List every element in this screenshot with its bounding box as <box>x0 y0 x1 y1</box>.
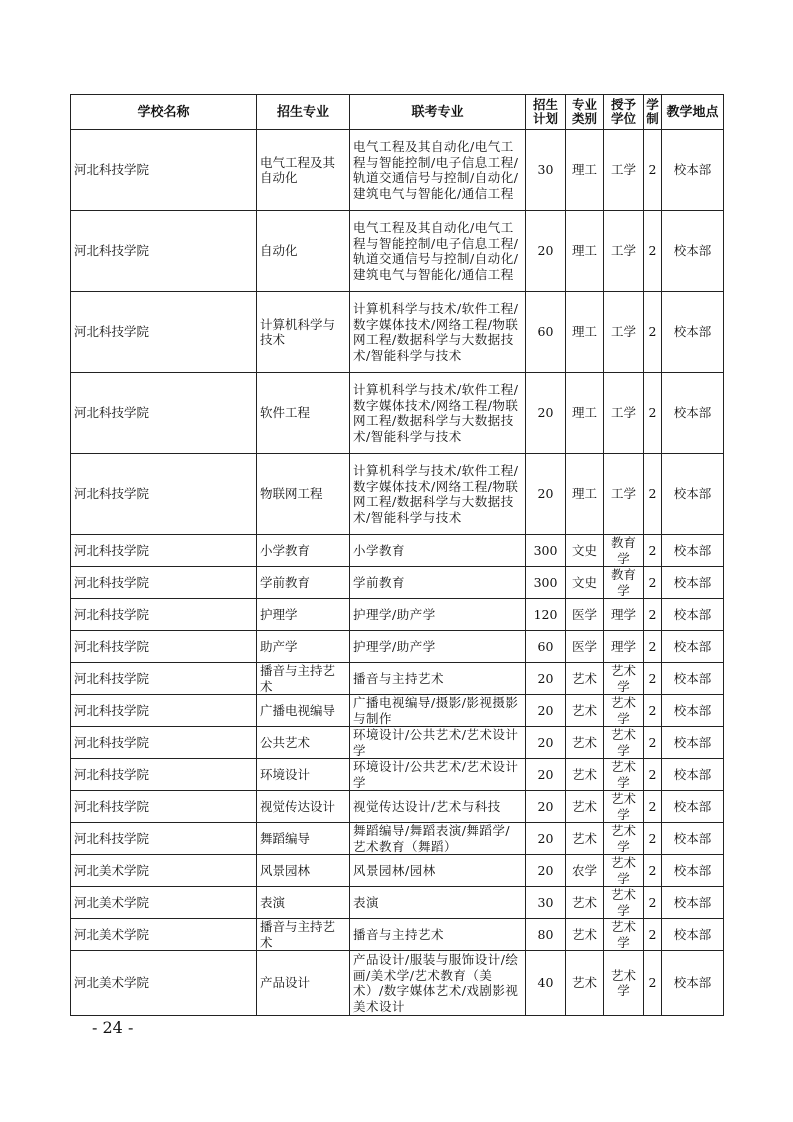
cell-school: 河北科技学院 <box>71 535 257 567</box>
cell-category: 艺术 <box>566 791 604 823</box>
cell-joint-major: 计算机科学与技术/软件工程/数字媒体技术/网络工程/物联网工程/数据科学与大数据技术/智能科学与技术 <box>350 292 526 373</box>
cell-joint-major: 广播电视编导/摄影/影视摄影与制作 <box>350 695 526 727</box>
cell-school: 河北科技学院 <box>71 130 257 211</box>
cell-major: 软件工程 <box>257 373 350 454</box>
cell-years: 2 <box>644 663 662 695</box>
cell-plan: 300 <box>526 535 566 567</box>
cell-school: 河北科技学院 <box>71 292 257 373</box>
cell-major: 自动化 <box>257 211 350 292</box>
table-row <box>71 663 724 695</box>
cell-plan: 120 <box>526 599 566 631</box>
table-row <box>71 887 724 919</box>
cell-school: 河北科技学院 <box>71 759 257 791</box>
cell-plan: 20 <box>526 823 566 855</box>
cell-degree: 艺术学 <box>604 919 644 951</box>
table-row <box>71 599 724 631</box>
cell-degree: 艺术学 <box>604 887 644 919</box>
cell-years: 2 <box>644 951 662 1016</box>
cell-school: 河北科技学院 <box>71 823 257 855</box>
cell-joint-major: 小学教育 <box>350 535 526 567</box>
cell-major: 计算机科学与技术 <box>257 292 350 373</box>
cell-location: 校本部 <box>662 759 724 791</box>
cell-years: 2 <box>644 599 662 631</box>
cell-school: 河北科技学院 <box>71 695 257 727</box>
cell-degree: 理学 <box>604 599 644 631</box>
header-years: 学制 <box>644 95 662 130</box>
cell-location: 校本部 <box>662 599 724 631</box>
cell-years: 2 <box>644 919 662 951</box>
cell-category: 理工 <box>566 373 604 454</box>
cell-plan: 20 <box>526 211 566 292</box>
table-row <box>71 951 724 1016</box>
cell-joint-major: 电气工程及其自动化/电气工程与智能控制/电子信息工程/轨道交通信号与控制/自动化/建筑电气与智能化/通信工程 <box>350 211 526 292</box>
cell-category: 艺术 <box>566 887 604 919</box>
header-school: 学校名称 <box>71 95 257 130</box>
header-plan: 招生计划 <box>526 95 566 130</box>
table-row <box>71 211 724 292</box>
cell-plan: 60 <box>526 292 566 373</box>
cell-joint-major: 产品设计/服装与服饰设计/绘画/美术学/艺术教育（美术）/数字媒体艺术/戏剧影视美术设计 <box>350 951 526 1016</box>
cell-location: 校本部 <box>662 823 724 855</box>
cell-plan: 20 <box>526 855 566 887</box>
cell-major: 风景园林 <box>257 855 350 887</box>
cell-school: 河北美术学院 <box>71 919 257 951</box>
cell-degree: 艺术学 <box>604 855 644 887</box>
cell-degree: 工学 <box>604 211 644 292</box>
cell-joint-major: 护理学/助产学 <box>350 599 526 631</box>
header-row <box>71 95 724 130</box>
table-row <box>71 631 724 663</box>
cell-degree: 工学 <box>604 454 644 535</box>
cell-location: 校本部 <box>662 919 724 951</box>
cell-degree: 工学 <box>604 130 644 211</box>
header-major: 招生专业 <box>257 95 350 130</box>
cell-plan: 20 <box>526 727 566 759</box>
cell-school: 河北科技学院 <box>71 663 257 695</box>
cell-degree: 工学 <box>604 373 644 454</box>
cell-years: 2 <box>644 759 662 791</box>
cell-major: 物联网工程 <box>257 454 350 535</box>
table-row <box>71 373 724 454</box>
cell-joint-major: 学前教育 <box>350 567 526 599</box>
cell-school: 河北科技学院 <box>71 727 257 759</box>
cell-location: 校本部 <box>662 727 724 759</box>
cell-location: 校本部 <box>662 663 724 695</box>
cell-plan: 60 <box>526 631 566 663</box>
cell-years: 2 <box>644 727 662 759</box>
cell-major: 播音与主持艺术 <box>257 663 350 695</box>
cell-category: 医学 <box>566 599 604 631</box>
table-body <box>71 130 724 1016</box>
cell-location: 校本部 <box>662 951 724 1016</box>
cell-joint-major: 视觉传达设计/艺术与科技 <box>350 791 526 823</box>
cell-years: 2 <box>644 292 662 373</box>
cell-degree: 理学 <box>604 631 644 663</box>
table-row <box>71 919 724 951</box>
enrollment-table <box>70 94 724 1016</box>
table-row <box>71 823 724 855</box>
cell-major: 学前教育 <box>257 567 350 599</box>
cell-school: 河北科技学院 <box>71 211 257 292</box>
cell-category: 艺术 <box>566 951 604 1016</box>
cell-joint-major: 护理学/助产学 <box>350 631 526 663</box>
cell-location: 校本部 <box>662 695 724 727</box>
cell-category: 艺术 <box>566 727 604 759</box>
cell-major: 表演 <box>257 887 350 919</box>
cell-school: 河北美术学院 <box>71 951 257 1016</box>
cell-joint-major: 播音与主持艺术 <box>350 919 526 951</box>
table-row <box>71 695 724 727</box>
cell-plan: 300 <box>526 567 566 599</box>
page-number: - 24 - <box>92 1018 134 1037</box>
cell-joint-major: 计算机科学与技术/软件工程/数字媒体技术/网络工程/物联网工程/数据科学与大数据技术/智能科学与技术 <box>350 373 526 454</box>
cell-location: 校本部 <box>662 855 724 887</box>
cell-plan: 20 <box>526 373 566 454</box>
cell-joint-major: 电气工程及其自动化/电气工程与智能控制/电子信息工程/轨道交通信号与控制/自动化/建筑电气与智能化/通信工程 <box>350 130 526 211</box>
header-category: 专业类别 <box>566 95 604 130</box>
table-row <box>71 535 724 567</box>
cell-joint-major: 舞蹈编导/舞蹈表演/舞蹈学/艺术教育（舞蹈） <box>350 823 526 855</box>
cell-degree: 艺术学 <box>604 791 644 823</box>
table-row <box>71 567 724 599</box>
cell-location: 校本部 <box>662 535 724 567</box>
cell-years: 2 <box>644 855 662 887</box>
cell-major: 广播电视编导 <box>257 695 350 727</box>
cell-major: 电气工程及其自动化 <box>257 130 350 211</box>
cell-major: 视觉传达设计 <box>257 791 350 823</box>
cell-plan: 80 <box>526 919 566 951</box>
cell-category: 文史 <box>566 567 604 599</box>
cell-plan: 20 <box>526 695 566 727</box>
table-row <box>71 791 724 823</box>
cell-plan: 30 <box>526 887 566 919</box>
cell-school: 河北科技学院 <box>71 791 257 823</box>
cell-joint-major: 播音与主持艺术 <box>350 663 526 695</box>
cell-degree: 艺术学 <box>604 695 644 727</box>
cell-years: 2 <box>644 631 662 663</box>
cell-major: 小学教育 <box>257 535 350 567</box>
cell-degree: 教育学 <box>604 567 644 599</box>
cell-school: 河北科技学院 <box>71 373 257 454</box>
cell-category: 艺术 <box>566 695 604 727</box>
cell-degree: 艺术学 <box>604 727 644 759</box>
cell-degree: 教育学 <box>604 535 644 567</box>
cell-major: 公共艺术 <box>257 727 350 759</box>
cell-years: 2 <box>644 887 662 919</box>
cell-school: 河北科技学院 <box>71 567 257 599</box>
cell-category: 医学 <box>566 631 604 663</box>
cell-degree: 工学 <box>604 292 644 373</box>
cell-years: 2 <box>644 695 662 727</box>
table-row <box>71 855 724 887</box>
cell-major: 环境设计 <box>257 759 350 791</box>
cell-category: 农学 <box>566 855 604 887</box>
cell-joint-major: 环境设计/公共艺术/艺术设计学 <box>350 759 526 791</box>
cell-major: 助产学 <box>257 631 350 663</box>
header-joint-major: 联考专业 <box>350 95 526 130</box>
cell-plan: 20 <box>526 759 566 791</box>
cell-school: 河北科技学院 <box>71 454 257 535</box>
cell-location: 校本部 <box>662 791 724 823</box>
table-row <box>71 454 724 535</box>
cell-category: 艺术 <box>566 759 604 791</box>
cell-years: 2 <box>644 373 662 454</box>
cell-joint-major: 表演 <box>350 887 526 919</box>
table-row <box>71 727 724 759</box>
cell-category: 理工 <box>566 130 604 211</box>
cell-plan: 40 <box>526 951 566 1016</box>
cell-years: 2 <box>644 823 662 855</box>
cell-plan: 20 <box>526 454 566 535</box>
cell-location: 校本部 <box>662 130 724 211</box>
cell-degree: 艺术学 <box>604 759 644 791</box>
cell-location: 校本部 <box>662 887 724 919</box>
cell-years: 2 <box>644 567 662 599</box>
cell-school: 河北美术学院 <box>71 855 257 887</box>
cell-category: 艺术 <box>566 663 604 695</box>
cell-degree: 艺术学 <box>604 951 644 1016</box>
cell-years: 2 <box>644 211 662 292</box>
cell-category: 理工 <box>566 292 604 373</box>
cell-years: 2 <box>644 454 662 535</box>
cell-plan: 30 <box>526 130 566 211</box>
cell-category: 艺术 <box>566 823 604 855</box>
cell-degree: 艺术学 <box>604 663 644 695</box>
cell-major: 产品设计 <box>257 951 350 1016</box>
cell-school: 河北科技学院 <box>71 631 257 663</box>
cell-major: 护理学 <box>257 599 350 631</box>
cell-plan: 20 <box>526 791 566 823</box>
cell-school: 河北科技学院 <box>71 599 257 631</box>
table-row <box>71 759 724 791</box>
cell-school: 河北美术学院 <box>71 887 257 919</box>
cell-plan: 20 <box>526 663 566 695</box>
cell-major: 舞蹈编导 <box>257 823 350 855</box>
cell-major: 播音与主持艺术 <box>257 919 350 951</box>
cell-location: 校本部 <box>662 567 724 599</box>
cell-category: 理工 <box>566 454 604 535</box>
cell-location: 校本部 <box>662 631 724 663</box>
cell-location: 校本部 <box>662 211 724 292</box>
cell-category: 艺术 <box>566 919 604 951</box>
cell-degree: 艺术学 <box>604 823 644 855</box>
cell-location: 校本部 <box>662 454 724 535</box>
cell-years: 2 <box>644 130 662 211</box>
cell-joint-major: 风景园林/园林 <box>350 855 526 887</box>
cell-category: 理工 <box>566 211 604 292</box>
cell-years: 2 <box>644 791 662 823</box>
table-row <box>71 292 724 373</box>
header-degree: 授予学位 <box>604 95 644 130</box>
table-row <box>71 130 724 211</box>
cell-location: 校本部 <box>662 373 724 454</box>
cell-years: 2 <box>644 535 662 567</box>
header-location: 教学地点 <box>662 95 724 130</box>
cell-joint-major: 计算机科学与技术/软件工程/数字媒体技术/网络工程/物联网工程/数据科学与大数据技术/智能科学与技术 <box>350 454 526 535</box>
cell-joint-major: 环境设计/公共艺术/艺术设计学 <box>350 727 526 759</box>
cell-location: 校本部 <box>662 292 724 373</box>
cell-category: 文史 <box>566 535 604 567</box>
